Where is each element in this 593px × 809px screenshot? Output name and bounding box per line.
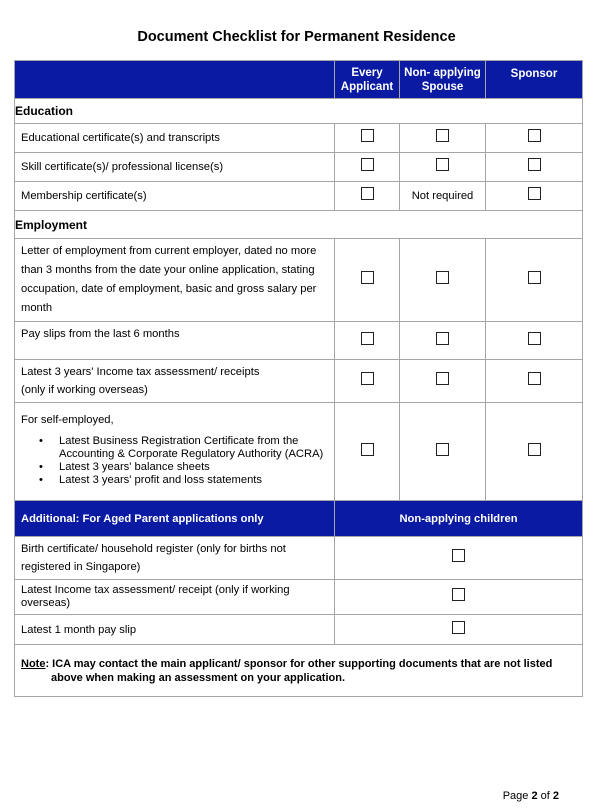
self-employed-list — [21, 435, 328, 487]
checkbox[interactable] — [528, 129, 541, 142]
checkbox[interactable] — [361, 372, 374, 385]
table-row — [15, 403, 583, 501]
checkbox[interactable] — [528, 443, 541, 456]
checkbox[interactable] — [361, 187, 374, 200]
note-row — [15, 645, 583, 697]
checkbox[interactable] — [528, 158, 541, 171]
checkbox[interactable] — [436, 332, 449, 345]
not-required-text: Not required — [400, 182, 486, 211]
item-membership-certificate: Membership certificate(s) — [15, 182, 335, 211]
note — [15, 645, 583, 697]
header-spouse: Non- applying Spouse — [400, 61, 486, 99]
table-row — [15, 182, 583, 211]
checkbox[interactable] — [452, 588, 465, 601]
table-row — [15, 124, 583, 153]
list-item: • Latest Business Registration Certificate from the Accounting & Corporate Regulatory Authority (ACRA) — [59, 435, 328, 461]
note-text: : ICA may contact the main applicant/ sponsor for other supporting documents that are not listed — [45, 657, 553, 670]
table-row — [15, 580, 583, 615]
header-blank-cell — [15, 61, 335, 99]
item-pay-slips: Pay slips from the last 6 months — [15, 322, 335, 360]
table-row — [15, 239, 583, 322]
checkbox[interactable] — [361, 271, 374, 284]
list-item: • Latest 3 years' profit and loss statements — [59, 474, 328, 487]
checkbox[interactable] — [436, 443, 449, 456]
item-aged-parent-payslip: Latest 1 month pay slip — [15, 615, 335, 645]
section-employment-row — [15, 211, 583, 239]
header-sponsor: Sponsor — [486, 61, 583, 99]
section-employment: Employment — [15, 211, 583, 239]
item-skill-certificate: Skill certificate(s)/ professional license(s) — [15, 153, 335, 182]
checkbox[interactable] — [361, 129, 374, 142]
item-income-tax: Latest 3 years' Income tax assessment/ receipts (only if working overseas) — [15, 360, 335, 403]
page-title: Document Checklist for Permanent Residence — [137, 29, 456, 45]
checkbox[interactable] — [452, 621, 465, 634]
header-row — [15, 61, 583, 99]
checkbox[interactable] — [452, 549, 465, 562]
checkbox[interactable] — [436, 158, 449, 171]
section-education: Education — [15, 99, 583, 124]
table-row — [15, 153, 583, 182]
header-every-applicant: Every Applicant — [335, 61, 400, 99]
note-text-continued: above when making an assessment on your application. — [51, 671, 346, 684]
note-label: Note — [21, 657, 46, 670]
checkbox[interactable] — [361, 443, 374, 456]
checklist-table — [14, 60, 583, 697]
table-row — [15, 615, 583, 645]
item-birth-certificate: Birth certificate/ household register (only for births not registered in Singapore) — [15, 537, 335, 580]
non-applying-children-header: Non-applying children — [335, 501, 583, 537]
checkbox[interactable] — [361, 158, 374, 171]
checkbox[interactable] — [436, 372, 449, 385]
item-aged-parent-tax: Latest Income tax assessment/ receipt (only if working overseas) — [15, 580, 335, 615]
aged-parent-header: Additional: For Aged Parent applications only — [15, 501, 335, 537]
section-education-row — [15, 99, 583, 124]
table-row — [15, 360, 583, 403]
checkbox[interactable] — [436, 129, 449, 142]
list-item: • Latest 3 years' balance sheets — [59, 461, 328, 474]
checkbox[interactable] — [436, 271, 449, 284]
checkbox[interactable] — [528, 187, 541, 200]
page-number: Page 2 of 2 — [502, 790, 559, 802]
checkbox[interactable] — [528, 271, 541, 284]
item-educational-certificate: Educational certificate(s) and transcripts — [15, 124, 335, 153]
checkbox[interactable] — [528, 332, 541, 345]
item-employment-letter: Letter of employment from current employer, dated no more than 3 months from the date your online application, stating occupation, date of employment, basic and gross salary per month — [15, 239, 335, 322]
item-self-employed: For self-employed, • Latest Business Registration Certificate from the Accounting & Corporate Regulatory Authority (ACRA) • Latest 3 years' balance sheets • Latest 3 years' profit and loss statements — [15, 403, 335, 501]
table-row — [15, 322, 583, 360]
table-row — [15, 537, 583, 580]
checkbox[interactable] — [528, 372, 541, 385]
aged-parent-header-row — [15, 501, 583, 537]
checkbox[interactable] — [361, 332, 374, 345]
